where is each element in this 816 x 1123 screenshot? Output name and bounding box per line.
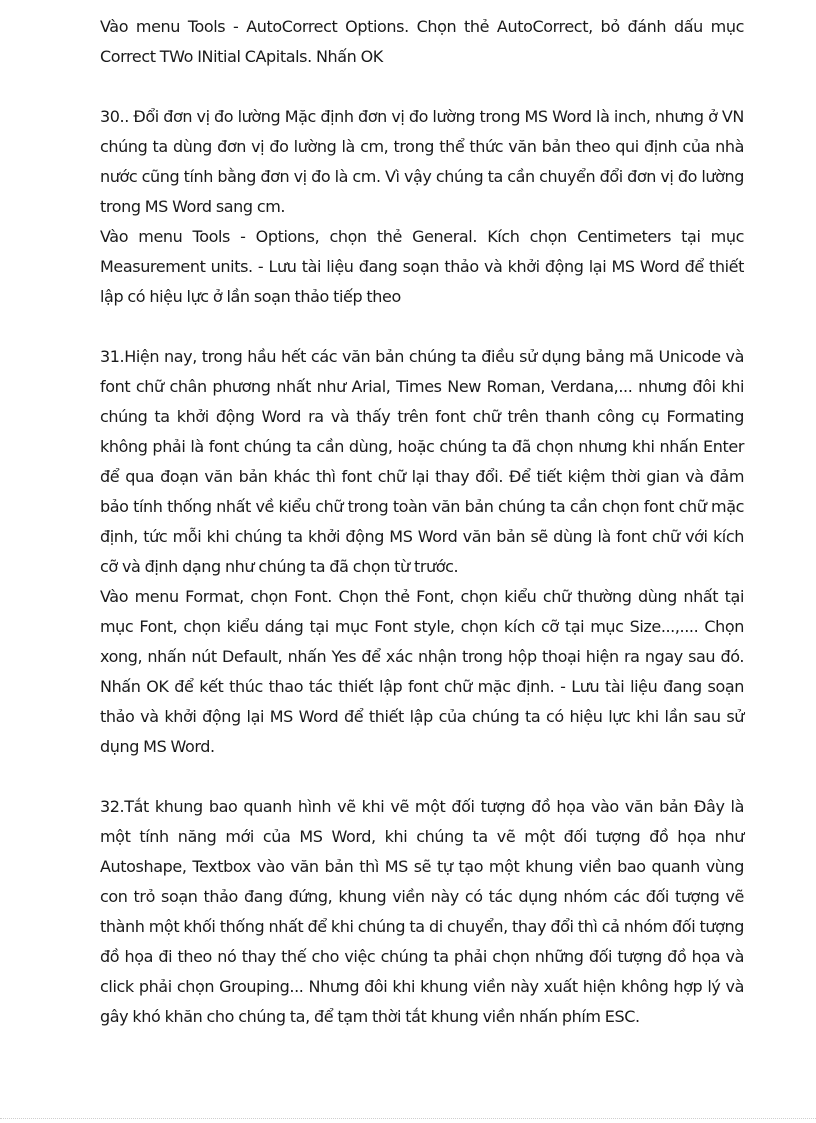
paragraph-spacer [100,72,744,102]
paragraph-tip-32: 32.Tắt khung bao quanh hình vẽ khi vẽ một đối tượng đồ họa vào văn bản Đây là một tính năng mới của MS Word, khi chúng ta vẽ một đối tượng đồ họa như Autoshape, Textbox vào văn bản thì MS sẽ tự tạo một khung viền bao quanh vùng con trỏ soạn thảo đang đứng, khung viền này có tác dụng nhóm các đối tượng vẽ thành một khối thống nhất để khi chúng ta di chuyển, thay đổi thì cả nhóm đối tượng đồ họa đi theo nó thay thế cho việc chúng ta phải chọn những đối tượng đồ họa và click phải chọn Grouping... Nhưng đôi khi khung viền này xuất hiện không hợp lý và gây khó khăn cho chúng ta, để tạm thời tắt khung viền nhấn phím ESC. [100,797,744,1026]
document-page [100,12,744,1032]
paragraph-tip-31-intro: 31.Hiện nay, trong hầu hết các văn bản chúng ta điều sử dụng bảng mã Unicode và font chữ chân phương nhất như Arial, Times New Roman, Verdana,... nhưng đôi khi chúng ta khởi động Word ra và thấy trên font chữ trên thanh công cụ Formating không phải là font chúng ta cần dùng, hoặc chúng ta đã chọn nhưng khi nhấn Enter để qua đoạn văn bản khác thì font chữ lại thay đổi. Để tiết kiệm thời gian và đảm bảo tính thống nhất về kiểu chữ trong toàn văn bản chúng ta cần chọn font chữ mặc định, tức mỗi khi chúng ta khởi động MS Word văn bản sẽ dùng là font chữ với kích cỡ và định dạng như chúng ta đã chọn từ trước. [100,347,744,576]
paragraph-autocorrect-steps: Vào menu Tools - AutoCorrect Options. Chọn thẻ AutoCorrect, bỏ đánh dấu mục Correct TWo INitial CApitals. Nhấn OK [100,17,744,66]
page-bottom-divider [0,1118,816,1119]
paragraph-spacer [100,762,744,792]
paragraph-tip-31-steps: Vào menu Format, chọn Font. Chọn thẻ Font, chọn kiểu chữ thường dùng nhất tại mục Font, chọn kiểu dáng tại mục Font style, chọn kích cỡ tại mục Size...,.... Chọn xong, nhấn nút Default, nhấn Yes để xác nhận trong hộp thoại hiện ra ngay sau đó. Nhấn OK để kết thúc thao tác thiết lập font chữ mặc định. - Lưu tài liệu đang soạn thảo và khởi động lại MS Word để thiết lập của chúng ta có hiệu lực khi lần sau sử dụng MS Word. [100,587,744,756]
paragraph-tip-30-intro: 30.. Đổi đơn vị đo lường Mặc định đơn vị đo lường trong MS Word là inch, nhưng ở VN chúng ta dùng đơn vị đo lường là cm, trong thể thức văn bản theo qui định của nhà nước cũng tính bằng đơn vị đo là cm. Vì vậy chúng ta cần chuyển đổi đơn vị đo lường trong MS Word sang cm. [100,107,744,216]
paragraph-spacer [100,312,744,342]
paragraph-tip-30-steps: Vào menu Tools - Options, chọn thẻ General. Kích chọn Centimeters tại mục Measurement units. - Lưu tài liệu đang soạn thảo và khởi động lại MS Word để thiết lập có hiệu lực ở lần soạn thảo tiếp theo [100,227,744,306]
